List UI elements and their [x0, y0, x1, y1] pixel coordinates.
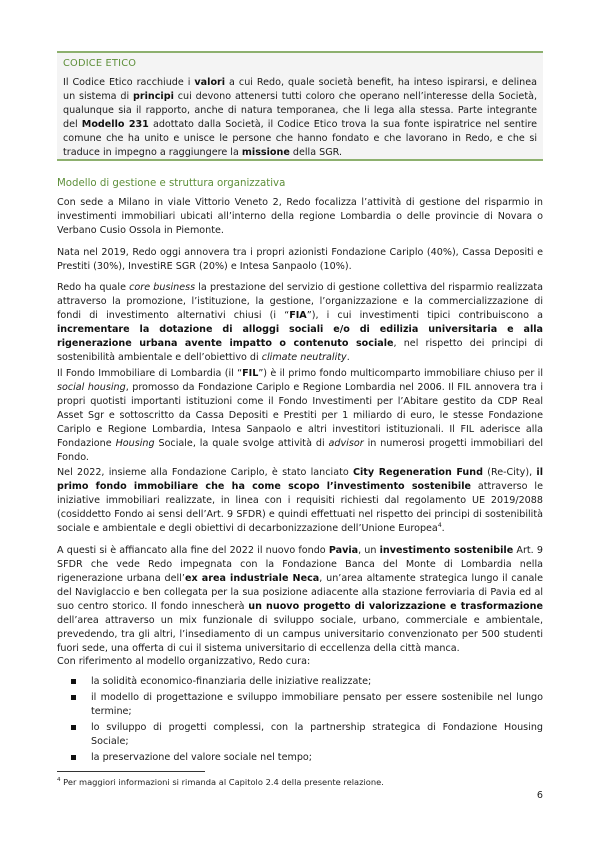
text-run: .: [346, 352, 350, 363]
text-run: ”), i cui investimenti tipici contribuiscono a: [306, 310, 544, 321]
section-title: Modello di gestione e struttura organizzativa: [57, 178, 286, 189]
text-run: Il Fondo Immobiliare di Lombardia (il “: [57, 368, 243, 379]
bold-incrementare: incrementare la dotazione di alloggi sociali e/o di edilizia universitaria e alla rigenerazione urbana avente impatto o contenuto sociale: [57, 324, 543, 349]
list-item-text: lo sviluppo di progetti complessi, con la partnership strategica di Fondazione Housing Sociale;: [91, 722, 543, 747]
bullet-square-icon: [71, 695, 76, 700]
text-run: Il Codice Etico racchiude i: [63, 77, 195, 88]
bold-valori: valori: [194, 77, 226, 88]
paragraph-core-business: [57, 281, 543, 365]
text-run: in numerosi progetti immobiliari del Fondo.: [57, 438, 543, 463]
italic-social-housing: social housing: [57, 382, 126, 393]
italic-climate-neutrality: climate neutrality: [261, 352, 347, 363]
footnote-ref[interactable]: 4: [437, 521, 442, 529]
footnote-divider: [57, 771, 205, 772]
bold-city-regeneration-fund: City Regeneration Fund: [352, 467, 483, 478]
list-item: [57, 751, 543, 765]
bold-ex-area-neca: ex area industriale Neca: [184, 573, 320, 584]
footnote-text: Per maggiori informazioni si rimanda al Capitolo 2.4 della presente relazione.: [60, 777, 384, 787]
text-run: dell’area attraverso un mix funzionale di sviluppo sociale, urbano, commerciale e ambientale, prevedendo, tra gli altri, l’insediamento di un campus universitario convenzionato per 500 studenti fuori sede, una offerta di cui il sistema universitario di eccellenza della città manca.: [57, 615, 543, 654]
text-run: Redo ha quale: [57, 282, 130, 293]
footnote-mark: 4: [57, 777, 61, 784]
list-item-text: la preservazione del valore sociale nel tempo;: [91, 752, 313, 763]
italic-core-business: core business: [129, 282, 196, 293]
text-run: ”) è il primo fondo multicomparto immobiliare chiuso per il: [258, 368, 543, 379]
codice-etico-title: CODICE ETICO: [63, 58, 137, 69]
bullet-list: [57, 675, 543, 767]
list-item-text: la solidità economico-finanziaria delle iniziative realizzate;: [91, 676, 372, 687]
paragraph-azionisti: Nata nel 2019, Redo oggi annovera tra i propri azionisti Fondazione Cariplo (40%), Cassa Depositi e Prestiti (30%), InvestiRE SGR (20%) e Intesa Sanpaolo (10%).: [57, 247, 543, 272]
bold-fia: FIA: [289, 310, 307, 321]
italic-advisor: advisor: [328, 438, 364, 449]
bold-primo-fondo: il primo fondo immobiliare che ha come scopo l’investimento sostenibile: [57, 467, 543, 492]
text-run: Sociale, la quale svolge attività di: [154, 438, 329, 449]
list-item: [57, 721, 543, 749]
text-run: , nel rispetto dei principi di sostenibilità ambientale e dell’obiettivo di: [57, 338, 543, 363]
text-run: A questi si è affiancato alla fine del 2022 il nuovo fondo: [57, 545, 329, 556]
bold-pavia: Pavia: [328, 545, 359, 556]
text-run: cui devono attenersi tutti coloro che operano nell’interesse della Società, qualunque sia il rapporto, anche di natura temporanea, che li lega alla stessa. Parte integrante del: [63, 91, 538, 130]
paragraph-re-city: [57, 466, 543, 536]
text-run: Art. 9 SFDR che vede Redo impegnata con la Fondazione Banca del Monte di Lombardia nella rigenerazione urbana dell’: [57, 545, 543, 584]
text-run: , promosso da Fondazione Cariplo e Regione Lombardia nel 2006. Il FIL annovera tra i propri quotisti importanti istituzioni come il Fondo Investimenti per l’Abitare gestito da CDP Real Asset Sgr e sottoscritto da Cassa Depositi e Prestiti per 1 miliardo di euro, le stesse Fondazione Cariplo e Regione Lombardia, Intesa Sanpaolo e altri investitori istituzionali. Il FIL aderisce alla Fondazione: [57, 382, 543, 449]
text-run: la prestazione del servizio di gestione collettiva del risparmio realizzata attraverso la promozione, l’istituzione, la gestione, l’organizzazione e la commercializzazione di fondi di investimento alternativi chiusi (i “: [57, 282, 543, 321]
text-run: a cui Redo, quale società benefit, ha inteso ispirarsi, e delinea un sistema di: [63, 77, 537, 102]
text-run: , un: [358, 545, 380, 556]
bold-missione: missione: [241, 147, 290, 158]
bold-fil: FIL: [242, 368, 259, 379]
text-run: attraverso le iniziative immobiliari realizzate, in linea con i requisiti richiesti dal regolamento UE 2019/2088 (cosiddetto Fondo ai sensi dell’Art. 9 SFDR) e quindi effettuati nel rispetto dei principi di sostenibilità sociale e ambientale e degli obiettivi di decarbonizzazione dell’Unione Europea: [57, 481, 544, 534]
text-run: (Re-City),: [482, 467, 537, 478]
bold-modello-231: Modello 231: [81, 119, 149, 130]
codice-etico-box: [57, 51, 543, 161]
bullet-square-icon: [71, 679, 76, 684]
bold-nuovo-progetto: un nuovo progetto di valorizzazione e trasformazione: [248, 601, 543, 612]
paragraph-fil: [57, 367, 543, 465]
bold-principi: principi: [133, 91, 174, 102]
footnote: [57, 777, 384, 787]
list-item: [57, 675, 543, 689]
text-run: , un’area altamente strategica lungo il canale del Naviglaccio e ben collegata per la sua posizione adiacente alla stazione ferroviaria di Pavia ed al suo centro storico. Il fondo innescherà: [57, 573, 543, 612]
paragraph-pavia: [57, 544, 543, 656]
italic-housing: Housing: [115, 438, 155, 449]
bullet-square-icon: [71, 755, 76, 760]
paragraph-modello-organizzativo: Con riferimento al modello organizzativo, Redo cura:: [57, 656, 311, 667]
bold-investimento-sostenibile: investimento sostenibile: [379, 545, 514, 556]
text-run: Nel 2022, insieme alla Fondazione Cariplo, è stato lanciato: [57, 467, 353, 478]
text-run: .: [441, 523, 445, 534]
page-number: 6: [536, 790, 543, 801]
text-run: della SGR.: [289, 147, 343, 158]
bullet-square-icon: [71, 725, 76, 730]
paragraph-sede: Con sede a Milano in viale Vittorio Veneto 2, Redo focalizza l’attività di gestione del risparmio in investimenti immobiliari ubicati all’interno della regione Lombardia o delle provincie di Novara o Verbano Cusio Ossola in Piemonte.: [57, 197, 543, 236]
text-run: adottato dalla Società, il Codice Etico trova la sua fonte ispiratrice nel sentire comune che ha unito e unisce le persone che hanno fondato e che lavorano in Redo, e che si traduce in impegno a raggiungere la: [63, 119, 537, 158]
list-item: [57, 691, 543, 719]
list-item-text: il modello di progettazione e sviluppo immobiliare pensato per essere sostenibile nel lungo termine;: [91, 692, 543, 717]
codice-etico-text: [63, 76, 537, 160]
